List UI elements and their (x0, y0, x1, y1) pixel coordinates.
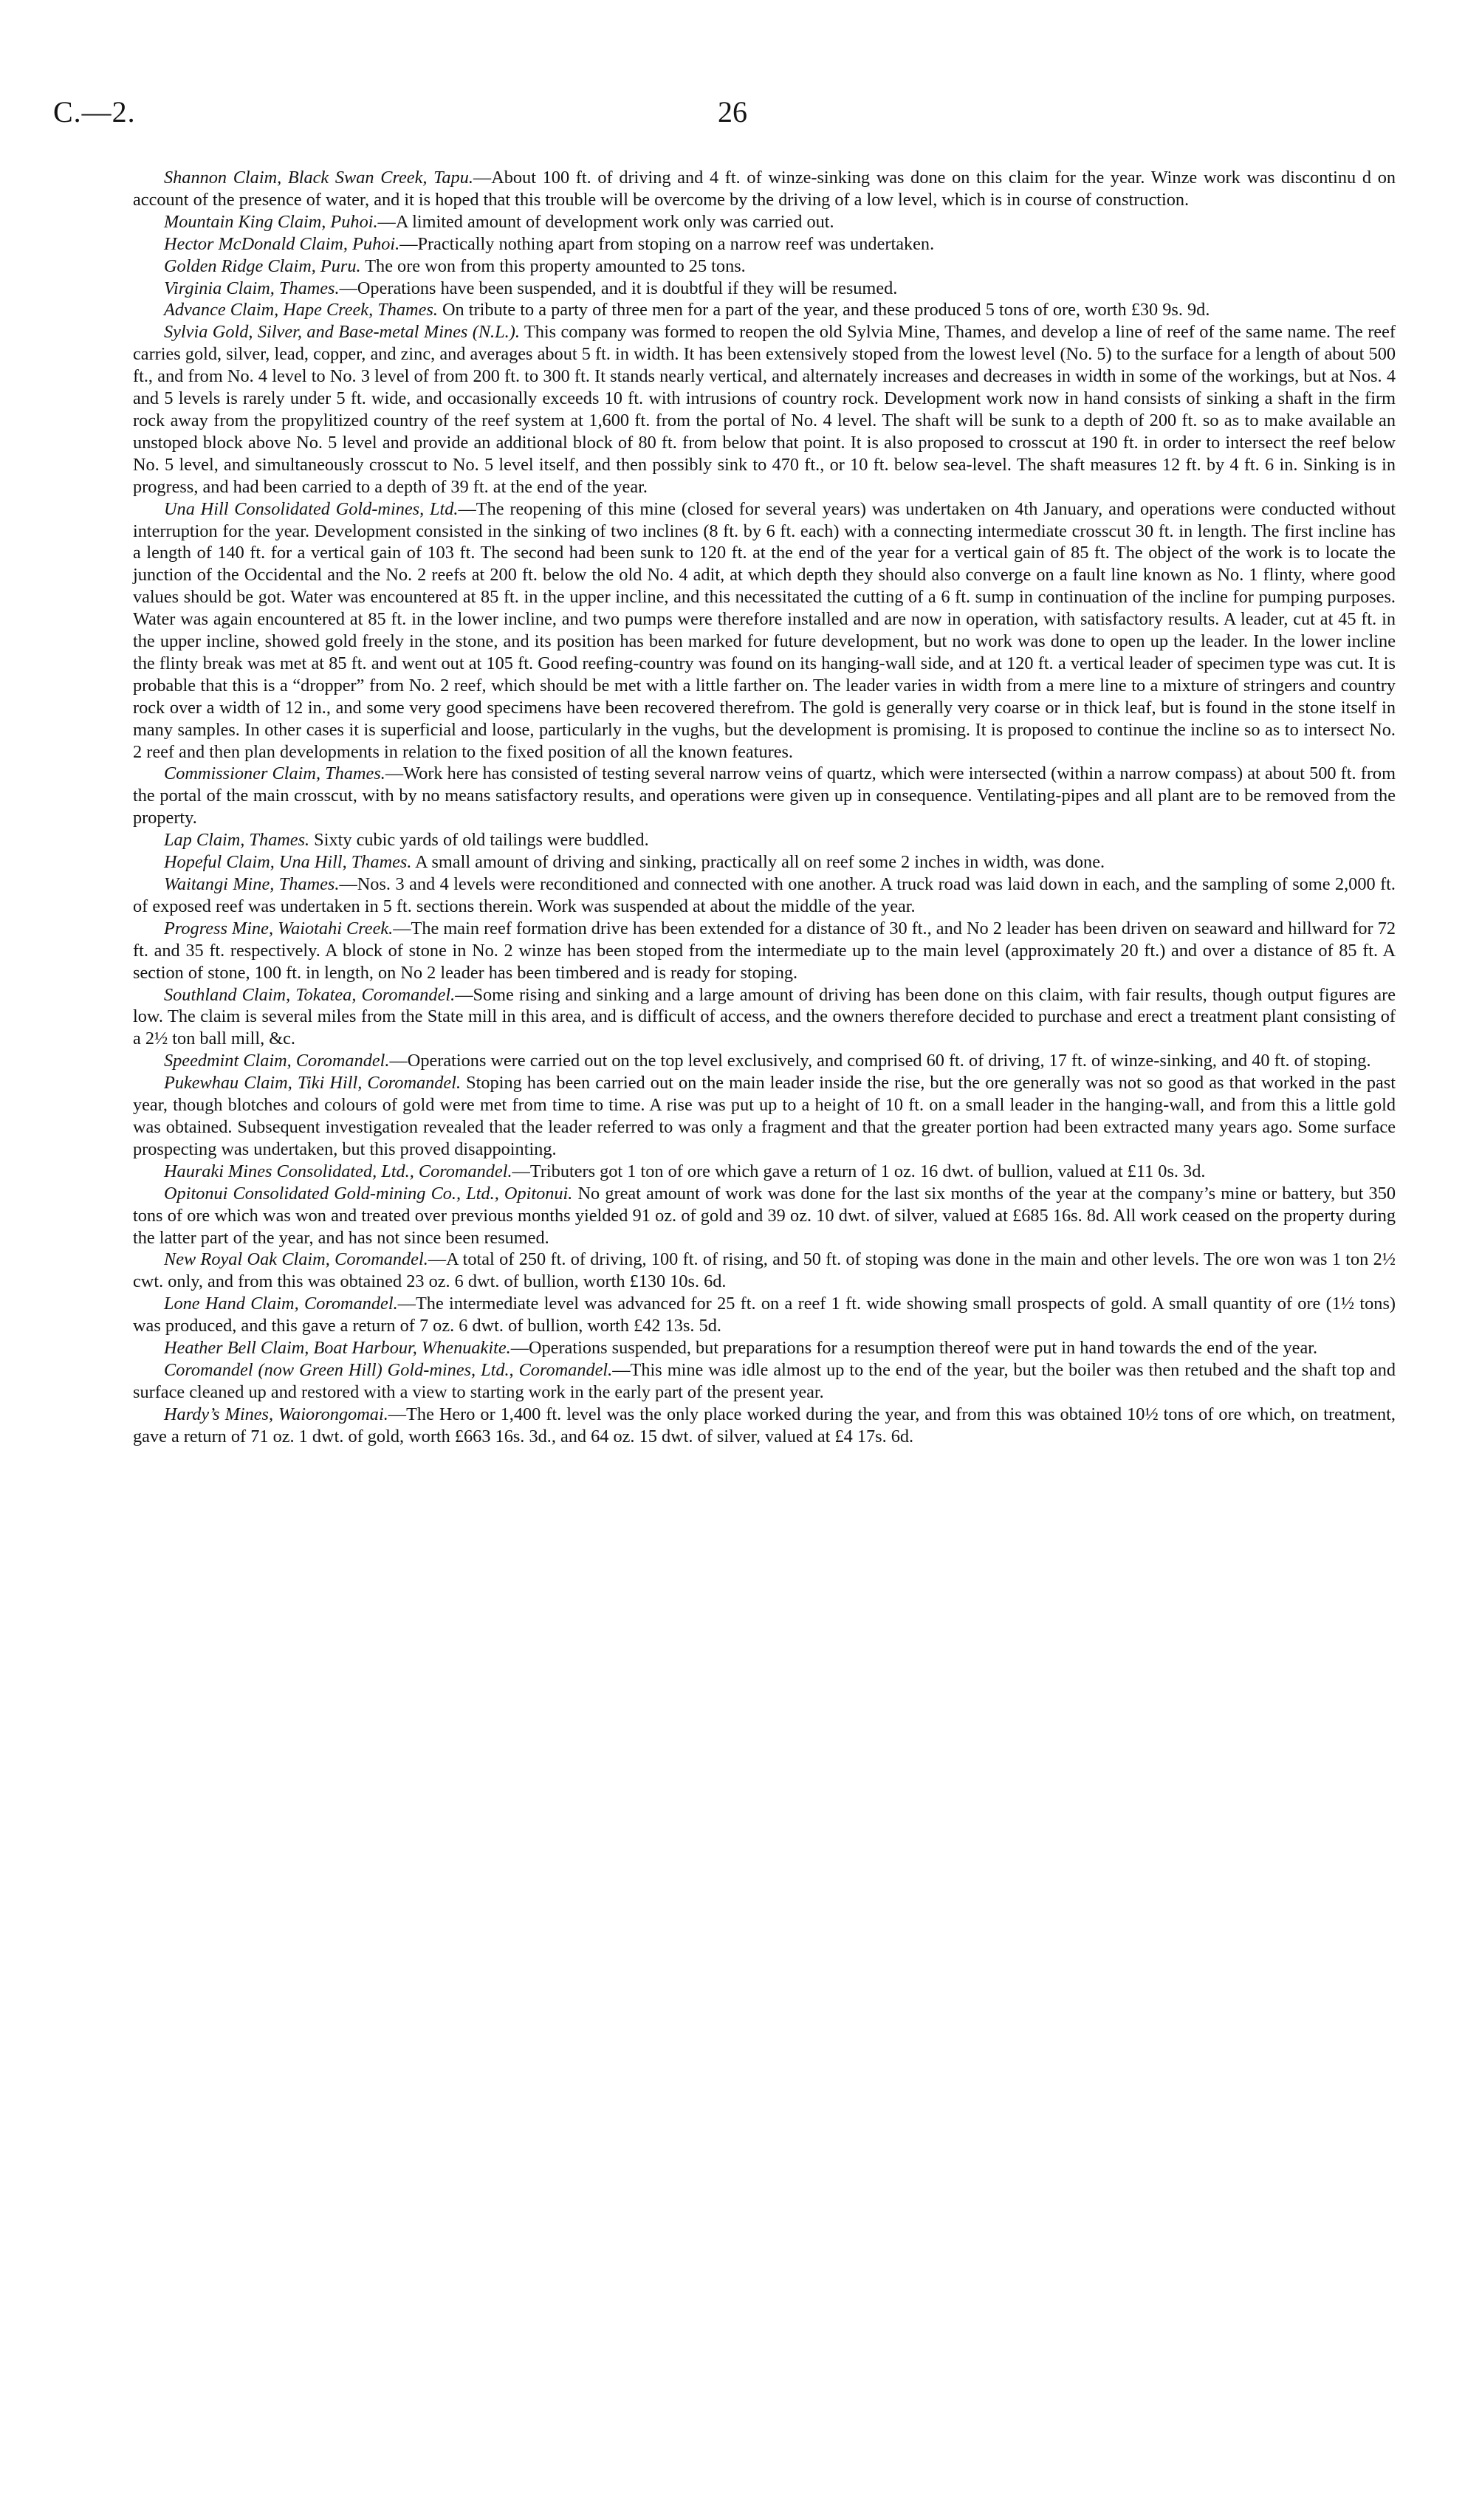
paragraph-text: —Practically nothing apart from stoping on a narrow reef was undertaken. (399, 233, 935, 254)
paragraph-new-royal-oak-claim (133, 1249, 1396, 1293)
page-number: 26 (718, 95, 747, 128)
paragraph-virginia-claim (133, 278, 1396, 300)
paragraph-text: The ore won from this property amounted to 25 tons. (360, 255, 746, 276)
claim-title: Hector McDonald Claim, Puhoi. (164, 233, 400, 254)
paragraph-text: —The main reef formation drive has been extended for a distance of 30 ft., and No 2 leader has been driven on seaward and hillward for 72 ft. and 35 ft. respectively. A block of stone in No. 2 winze has been stoped from the intermediate up to the main level (approximately 20 ft.) and over a distance of 85 ft. A section of stone, 100 ft. in length, on No 2 leader has been timbered and is ready for stoping. (133, 918, 1396, 983)
paragraph-text: Stoping has been carried out on the main leader inside the rise, but the ore generally was not so good as that worked in the past year, though blotches and colours of gold were met from time to time. A rise was put up to a height of 10 ft. on a small leader in the hanging-wall, and from this a little gold was obtained. Subsequent investigation revealed that the leader referred to was only a fragment and that the greater portion had been extracted many years ago. Some surface prospecting was undertaken, but this proved disappointing. (133, 1073, 1396, 1159)
report-body (133, 167, 1396, 1448)
claim-title: Una Hill Consolidated Gold-mines, Ltd. (164, 498, 459, 519)
claim-title: Waitangi Mine, Thames. (164, 874, 340, 894)
paragraph-text: —Some rising and sinking and a large amount of driving has been done on this claim, with fair results, though output figures are low. The claim is several miles from the State mill in this area, and is difficult of access, and the owners therefore decided to purchase and erect a treatment plant consisting of a 2½ ton ball mill, &c. (133, 984, 1396, 1049)
claim-title: Commissioner Claim, Thames. (164, 763, 385, 784)
document-reference: C.—2. (53, 95, 136, 128)
paragraph-text: —Operations have been suspended, and it is doubtful if they will be resumed. (339, 278, 898, 298)
paragraph-sylvia-mines (133, 321, 1396, 498)
page-header (53, 95, 1412, 139)
claim-title: Pukewhau Claim, Tiki Hill, Coromandel. (164, 1073, 462, 1094)
paragraph-hopeful-claim (133, 851, 1396, 873)
paragraph-text: No great amount of work was done for the last six months of the year at the company’s mine or battery, but 350 tons of ore which was won and treated over previous months yielded 91 oz. of gold and 39 oz. 10 dwt. of silver, valued at £685 16s. 8d. All work ceased on the property during the latter part of the year, and has not since been resumed. (133, 1183, 1396, 1248)
claim-title: Heather Bell Claim, Boat Harbour, Whenuakite. (164, 1338, 511, 1359)
claim-title: Opitonui Consolidated Gold-mining Co., Ltd., Opitonui. (164, 1183, 573, 1204)
paragraph-text: —The Hero or 1,400 ft. level was the only place worked during the year, and from this was obtained 10½ tons of ore which, on treatment, gave a return of 71 oz. 1 dwt. of gold, worth £663 16s. 3d., and 64 oz. 15 dwt. of silver, valued at £4 17s. 6d. (133, 1404, 1396, 1446)
paragraph-advance-claim (133, 299, 1396, 321)
paragraph-text: —Tributers got 1 ton of ore which gave a return of 1 oz. 16 dwt. of bullion, valued at £11 0s. 3d. (512, 1161, 1206, 1181)
paragraph-text: —Work here has consisted of testing several narrow veins of quartz, which were intersected (within a narrow compass) at about 500 ft. from the portal of the main crosscut, with by no means satisfactory results, and operations were given up in consequence. Ventilating-pipes and all plant are to be removed from the property. (133, 763, 1396, 828)
paragraph-text: On tribute to a party of three men for a part of the year, and these produced 5 tons of ore, worth £30 9s. 9d. (437, 300, 1210, 320)
paragraph-heather-bell-claim (133, 1337, 1396, 1359)
claim-title: Virginia Claim, Thames. (164, 278, 340, 298)
claim-title: New Royal Oak Claim, Coromandel. (164, 1249, 428, 1270)
claim-title: Progress Mine, Waiotahi Creek. (164, 918, 394, 938)
claim-title: Advance Claim, Hape Creek, Thames. (164, 300, 438, 320)
paragraph-text: This company was formed to reopen the old Sylvia Mine, Thames, and develop a line of reef of the same name. The reef carries gold, silver, lead, copper, and zinc, and averages about 5 ft. in width. It has been extensively stoped from the lowest level (No. 5) to the surface for a length of about 500 ft., and from No. 4 level to No. 3 level of from 200 ft. to 300 ft. It stands nearly vertical, and alternately increases and decreases in width in some of the workings, but at Nos. 4 and 5 levels is rarely under 5 ft. wide, and occasionally exceeds 10 ft. with intrusions of country rock. Development work now in hand consists of sinking a shaft in the firm rock away from the propylitized country of the reef system at 1,600 ft. from the portal of No. 4 level. The shaft will be sunk to a depth of 200 ft. so as to make available an unstoped block above No. 5 level and provide an additional block of 80 ft. from below that point. It is also proposed to crosscut at 190 ft. in order to intersect the reef below No. 5 level, and simultaneously crosscut to No. 5 level itself, and then possibly sink to 470 ft., or 10 ft. below sea-level. The shaft measures 12 ft. by 4 ft. 6 in. Sinking is in progress, and had been carried to a depth of 39 ft. at the end of the year. (133, 322, 1396, 497)
paragraph-text: —About 100 ft. of driving and 4 ft. of winze-sinking was done on this claim for the year. Winze work was discontinu d on account of the presence of water, and it is hoped that this trouble will be overcome by the driving of a low level, which is in course of construction. (133, 168, 1396, 210)
paragraph-text: —The reopening of this mine (closed for several years) was undertaken on 4th January, and operations were conducted without interruption for the year. Development consisted in the sinking of two inclines (8 ft. by 6 ft. each) with a connecting intermediate crosscut 30 ft. in length. The first incline has a length of 140 ft. for a vertical gain of 103 ft. The second had been sunk to 120 ft. at the end of the year for a vertical gain of 85 ft. The object of the work is to locate the junction of the Occidental and the No. 2 reefs at 200 ft. below the old No. 4 adit, at which depth they should also converge on a fault line known as No. 1 flinty, where good values should be got. Water was encountered at 85 ft. in the upper incline, and this necessitated the cutting of a 6 ft. sump in continuation of the incline for pumping purposes. Water was again encountered at 85 ft. in the lower incline, and two pumps were therefore installed and are now in operation, with satisfactory results. A leader, cut at 45 ft. in the upper incline, showed gold freely in the stone, and its position has been marked for future development, but no work was done to open up the leader. In the lower incline the flinty break was met at 85 ft. and went out at 105 ft. Good reefing-country was found on its hanging-wall side, and at 120 ft. a vertical leader of specimen type was cut. It is probable that this is a “dropper” from No. 2 reef, which should be met with a little farther on. The leader varies in width from a mere line to a mixture of stringers and country rock over a width of 12 in., and some very good specimens have been recovered therefrom. The gold is generally very coarse or in thick leaf, but is found in the stone itself in many samples. In other cases it is superficial and loose, particularly in the vughs, but the development is promising. It is proposed to continue the incline so as to intersect No. 2 reef and then plan developments in relation to the fixed position of all the known features. (133, 498, 1396, 762)
claim-title: Shannon Claim, Black Swan Creek, Tapu. (164, 168, 473, 188)
paragraph-text: —Operations were carried out on the top level exclusively, and comprised 60 ft. of driving, 17 ft. of winze-sinking, and 40 ft. of stoping. (389, 1051, 1371, 1071)
paragraph-commissioner-claim (133, 763, 1396, 829)
paragraph-hardys-mines (133, 1404, 1396, 1448)
paragraph-lone-hand-claim (133, 1293, 1396, 1337)
paragraph-text: Sixty cubic yards of old tailings were buddled. (309, 830, 649, 851)
paragraph-text: —Operations suspended, but preparations for a resumption thereof were put in hand towards the end of the year. (510, 1338, 1318, 1359)
claim-title: Hardy’s Mines, Waiorongomai. (164, 1404, 388, 1424)
paragraph-text: —A total of 250 ft. of driving, 100 ft. of rising, and 50 ft. of stoping was done in the main and other levels. The ore won was 1 ton 2½ cwt. only, and from this was obtained 23 oz. 6 dwt. of bullion, worth £130 10s. 6d. (133, 1249, 1396, 1292)
paragraph-shannon-claim (133, 167, 1396, 211)
paragraph-una-hill-consolidated (133, 498, 1396, 763)
claim-title: Hauraki Mines Consolidated, Ltd., Coromandel. (164, 1161, 512, 1181)
paragraph-text: —The intermediate level was advanced for 25 ft. on a reef 1 ft. wide showing small prospects of gold. A small quantity of ore (1½ tons) was produced, and this gave a return of 7 oz. 6 dwt. of bullion, worth £42 13s. 5d. (133, 1294, 1396, 1336)
paragraph-text: —This mine was idle almost up to the end of the year, but the boiler was then retubed and the shaft top and surface cleaned up and restored with a view to starting work in the early part of the present year. (133, 1359, 1396, 1402)
paragraph-hauraki-mines (133, 1161, 1396, 1183)
paragraph-text: —A limited amount of development work only was carried out. (377, 211, 834, 232)
paragraph-speedmint-claim (133, 1050, 1396, 1072)
paragraph-southland-claim (133, 984, 1396, 1051)
claim-title: Southland Claim, Tokatea, Coromandel. (164, 984, 456, 1005)
paragraph-pukewhau-claim (133, 1072, 1396, 1161)
paragraph-coromandel-green-hill (133, 1359, 1396, 1404)
claim-title: Lone Hand Claim, Coromandel. (164, 1294, 398, 1314)
claim-title: Hopeful Claim, Una Hill, Thames. (164, 852, 412, 873)
paragraph-waitangi-mine (133, 873, 1396, 918)
paragraph-lap-claim (133, 829, 1396, 851)
claim-title: Mountain King Claim, Puhoi. (164, 211, 378, 232)
paragraph-progress-mine (133, 918, 1396, 984)
claim-title: Sylvia Gold, Silver, and Base-metal Mines (N.L.). (164, 322, 520, 343)
claim-title: Golden Ridge Claim, Puru. (164, 255, 361, 276)
claim-title: Speedmint Claim, Coromandel. (164, 1051, 390, 1071)
paragraph-text: A small amount of driving and sinking, practically all on reef some 2 inches in width, was done. (411, 852, 1105, 873)
paragraph-mountain-king-claim (133, 211, 1396, 233)
paragraph-golden-ridge-claim (133, 255, 1396, 278)
paragraph-hector-mcdonald-claim (133, 233, 1396, 255)
claim-title: Coromandel (now Green Hill) Gold-mines, Ltd., Coromandel. (164, 1359, 613, 1380)
claim-title: Lap Claim, Thames. (164, 830, 310, 851)
paragraph-opitonui-consolidated (133, 1183, 1396, 1249)
paragraph-text: —Nos. 3 and 4 levels were reconditioned and connected with one another. A truck road was laid down in each, and the sampling of some 2,000 ft. of exposed reef was undertaken in 5 ft. sections therein. Work was suspended at about the middle of the year. (133, 874, 1396, 916)
